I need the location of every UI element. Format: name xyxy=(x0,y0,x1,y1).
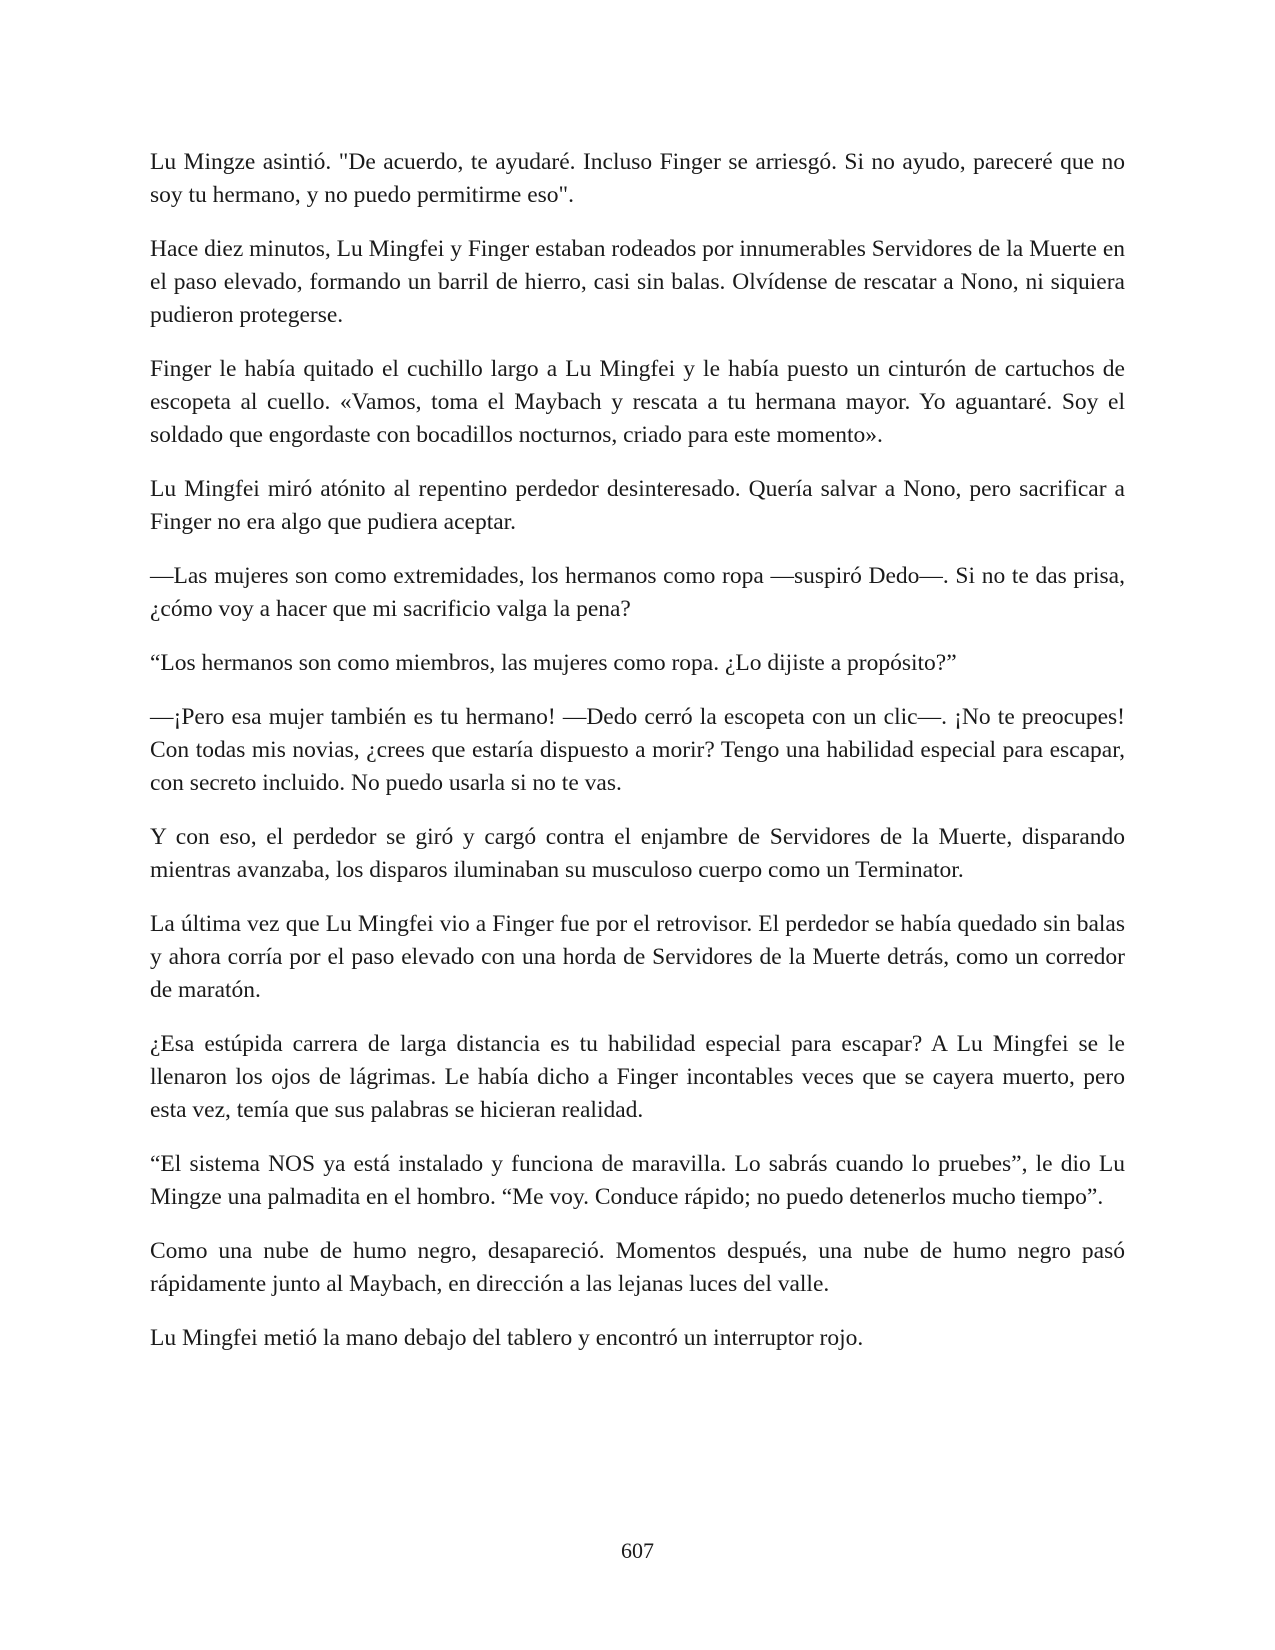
paragraph-4: Lu Mingfei miró atónito al repentino perdedor desinteresado. Quería salvar a Nono, pero sacrificar a Finger no era algo que pudiera aceptar. xyxy=(150,476,1125,535)
paragraph-11: “El sistema NOS ya está instalado y funciona de maravilla. Lo sabrás cuando lo pruebes”, le dio Lu Mingze una palmadita en el hombro. “Me voy. Conduce rápido; no puedo detenerlos mucho tiempo”. xyxy=(150,1151,1125,1210)
paragraph-9: La última vez que Lu Mingfei vio a Finger fue por el retrovisor. El perdedor se había quedado sin balas y ahora corría por el paso elevado con una horda de Servidores de la Muerte detrás, como un corredor de maratón. xyxy=(150,911,1125,1003)
paragraph-3: Finger le había quitado el cuchillo largo a Lu Mingfei y le había puesto un cinturón de cartuchos de escopeta al cuello. «Vamos, toma el Maybach y rescata a tu hermana mayor. Yo aguantaré. Soy el soldado que engordaste con bocadillos nocturnos, criado para este momento». xyxy=(150,356,1125,448)
paragraph-7: —¡Pero esa mujer también es tu hermano! —Dedo cerró la escopeta con un clic—. ¡No te preocupes! Con todas mis novias, ¿crees que estaría dispuesto a morir? Tengo una habilidad especial para escapar, con secreto incluido. No puedo usarla si no te vas. xyxy=(150,704,1125,796)
paragraph-5: —Las mujeres son como extremidades, los hermanos como ropa —suspiró Dedo—. Si no te das prisa, ¿cómo voy a hacer que mi sacrificio valga la pena? xyxy=(150,563,1125,622)
paragraph-13: Lu Mingfei metió la mano debajo del tablero y encontró un interruptor rojo. xyxy=(150,1325,864,1351)
paragraph-12: Como una nube de humo negro, desapareció. Momentos después, una nube de humo negro pasó rápidamente junto al Maybach, en dirección a las lejanas luces del valle. xyxy=(150,1238,1125,1297)
paragraph-1: Lu Mingze asintió. "De acuerdo, te ayudaré. Incluso Finger se arriesgó. Si no ayudo, pareceré que no soy tu hermano, y no puedo permitirme eso". xyxy=(150,149,1125,208)
paragraph-2: Hace diez minutos, Lu Mingfei y Finger estaban rodeados por innumerables Servidores de la Muerte en el paso elevado, formando un barril de hierro, casi sin balas. Olvídense de rescatar a Nono, ni siquiera pudieron protegerse. xyxy=(150,236,1125,328)
paragraph-10: ¿Esa estúpida carrera de larga distancia es tu habilidad especial para escapar? A Lu Mingfei se le llenaron los ojos de lágrimas. Le había dicho a Finger incontables veces que se cayera muerto, pero esta vez, temía que sus palabras se hicieran realidad. xyxy=(150,1031,1125,1123)
paragraph-8: Y con eso, el perdedor se giró y cargó contra el enjambre de Servidores de la Muerte, disparando mientras avanzaba, los disparos iluminaban su musculoso cuerpo como un Terminator. xyxy=(150,824,1125,883)
paragraph-6: “Los hermanos son como miembros, las mujeres como ropa. ¿Lo dijiste a propósito?” xyxy=(150,650,957,676)
page-number: 607 xyxy=(621,1538,654,1563)
body-text xyxy=(150,146,1125,1376)
